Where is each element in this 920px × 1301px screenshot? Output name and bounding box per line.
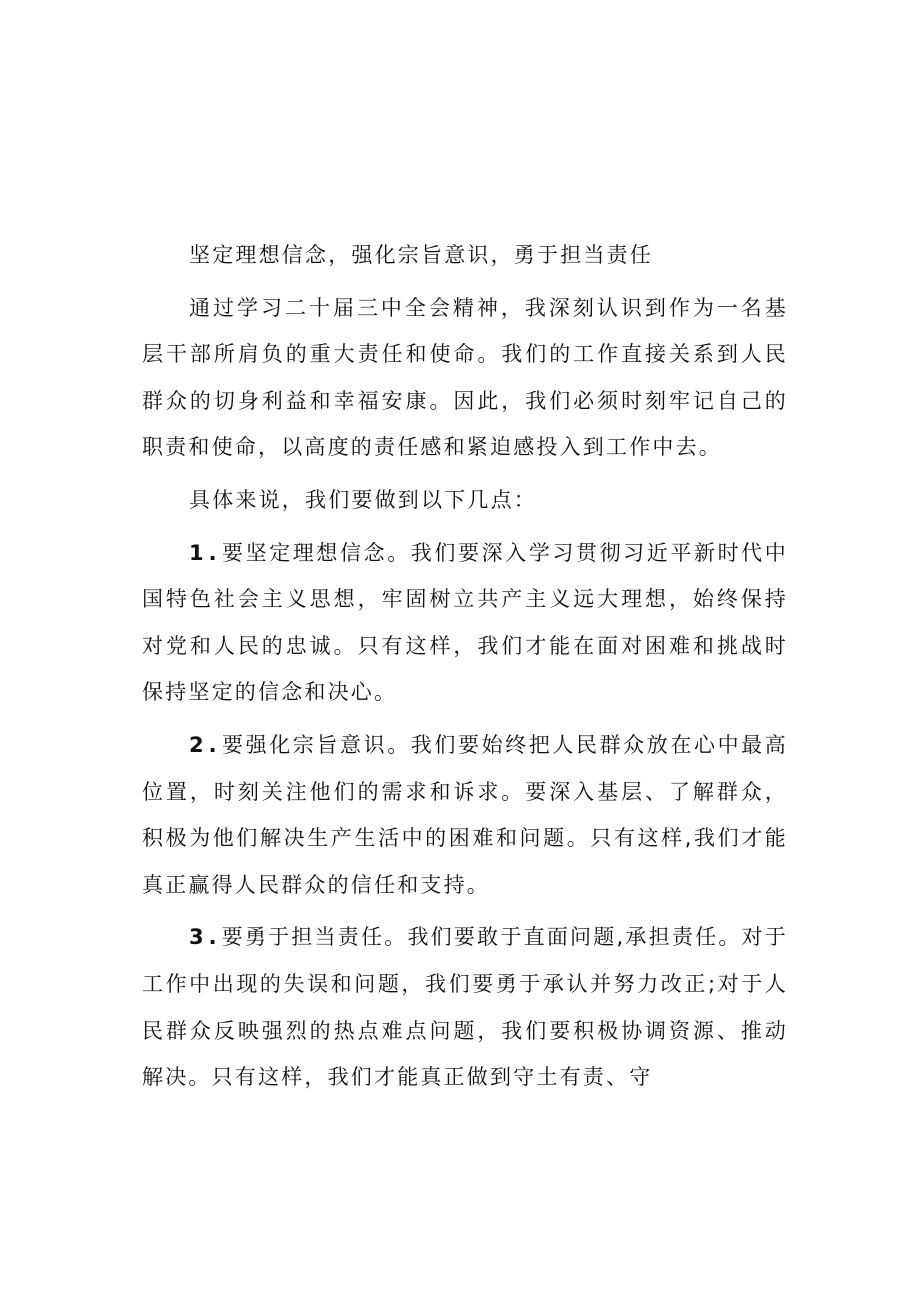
lead-paragraph: 具体来说，我们要做到以下几点： [189, 487, 537, 512]
point-1-paragraph [142, 530, 788, 716]
point-2-text: 要强化宗旨意识。我们要始终把人民群众放在心中最高位置，时刻关注他们的需求和诉求。要深入基层、了解群众，积极为他们解决生产生活中的困难和问题。只有这样,我们才能真正赢得人民群众的信任和支持。 [142, 732, 788, 897]
intro-paragraph: 通过学习二十届三中全会精神，我深刻认识到作为一名基层干部所肩负的重大责任和使命。我们的工作直接关系到人民群众的切身利益和幸福安康。因此，我们必须时刻牢记自己的职责和使命，以高度的责任感和紧迫感投入到工作中去。 [142, 295, 788, 460]
point-1-number: 1. [189, 540, 222, 565]
point-3-text: 要勇于担当责任。我们要敢于直面问题,承担责任。对于工作中出现的失误和问题，我们要勇于承认并努力改正;对于人民群众反映强烈的热点难点问题，我们要积极协调资源、推动解决。只有这样，我们才能真正做到守土有责、守 [142, 925, 788, 1090]
point-2-paragraph [142, 722, 788, 908]
point-2-number: 2. [189, 732, 222, 757]
document-page [142, 232, 788, 1107]
point-1-text: 要坚定理想信念。我们要深入学习贯彻习近平新时代中国特色社会主义思想，牢固树立共产主义远大理想，始终保持对党和人民的忠诚。只有这样，我们才能在面对困难和挑战时保持坚定的信念和决心。 [142, 540, 788, 705]
point-3-paragraph [142, 914, 788, 1100]
point-3-number: 3. [189, 925, 222, 950]
document-title: 坚定理想信念，强化宗旨意识，勇于担当责任 [189, 243, 653, 267]
